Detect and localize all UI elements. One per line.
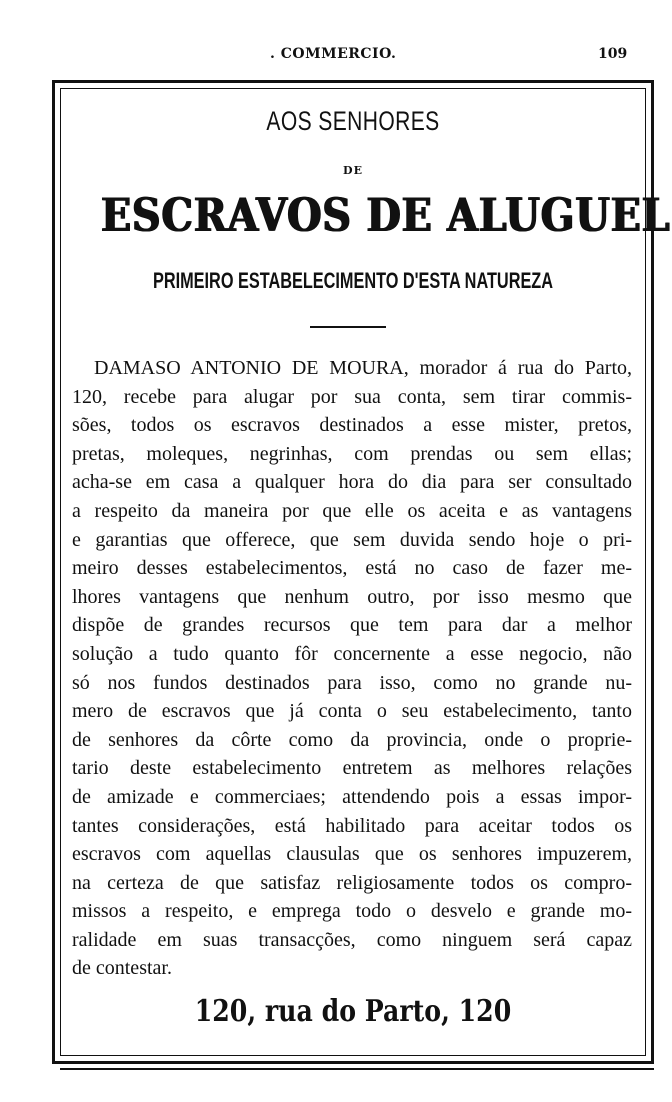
body-line: só nos fundos destinados para isso, como no grande nu-	[72, 671, 632, 694]
page-number: 109	[598, 46, 628, 62]
body-line: dispõe de grandes recursos que tem para dar a melhor	[72, 614, 632, 637]
body-line: escravos com aquellas clausulas que os senhores impuzerem,	[72, 843, 632, 866]
body-line: DAMASO ANTONIO DE MOURA, morador á rua do Parto,	[94, 357, 632, 379]
body-line: sões, todos os escravos destinados a esse mister, pretos,	[72, 414, 632, 437]
body-line: tario deste estabelecimento entretem as melhores relações	[72, 757, 632, 780]
body-line: lhores vantagens que nenhum outro, por isso mesmo que	[72, 585, 632, 608]
body-line: ralidade em suas transacções, como ninguem será capaz	[72, 928, 632, 951]
body-line: acha-se em casa a qualquer hora do dia para ser consultado	[72, 471, 632, 494]
body-line: a respeito da maneira por que elle os aceita e as vantagens	[72, 499, 632, 522]
subheading: PRIMEIRO ESTABELECIMENTO D'ESTA NATUREZA	[152, 268, 554, 293]
heading-aos-senhores: AOS SENHORES	[266, 106, 440, 136]
divider-rule	[310, 326, 386, 328]
body-line: de contestar.	[72, 957, 172, 980]
body-line: de amizade e commerciaes; attendendo pois a essas impor-	[72, 785, 632, 808]
footer-address: 120, rua do Parto, 120	[194, 994, 512, 1029]
running-head	[0, 42, 672, 70]
body-line: 120, recebe para alugar por sua conta, sem tirar commis-	[72, 385, 632, 408]
body-line: mero de escravos que já conta o seu estabelecimento, tanto	[72, 700, 632, 723]
body-line: solução a tudo quanto fôr concernente a esse negocio, não	[72, 642, 632, 665]
heading-escravos-de-aluguel: ESCRAVOS DE ALUGUEL	[101, 188, 671, 242]
heading-de: DE	[343, 164, 363, 177]
notice-body	[72, 354, 632, 983]
body-line: na certeza de que satisfaz religiosamente todos os compro-	[72, 871, 632, 894]
body-line: tantes considerações, está habilitado para aceitar todos os	[72, 814, 632, 837]
running-title: . COMMERCIO.	[270, 46, 397, 62]
body-line: meiro desses estabelecimentos, está no caso de fazer me-	[72, 557, 632, 580]
body-line: missos a respeito, e emprega todo o desvelo e grande mo-	[72, 900, 632, 923]
body-line: de senhores da côrte como da provincia, onde o proprie-	[72, 728, 632, 751]
bottom-rule	[60, 1068, 654, 1070]
body-line: pretas, moleques, negrinhas, com prendas ou sem ellas;	[72, 442, 632, 465]
body-line: e garantias que offerece, que sem duvida sendo hoje o pri-	[72, 528, 632, 551]
